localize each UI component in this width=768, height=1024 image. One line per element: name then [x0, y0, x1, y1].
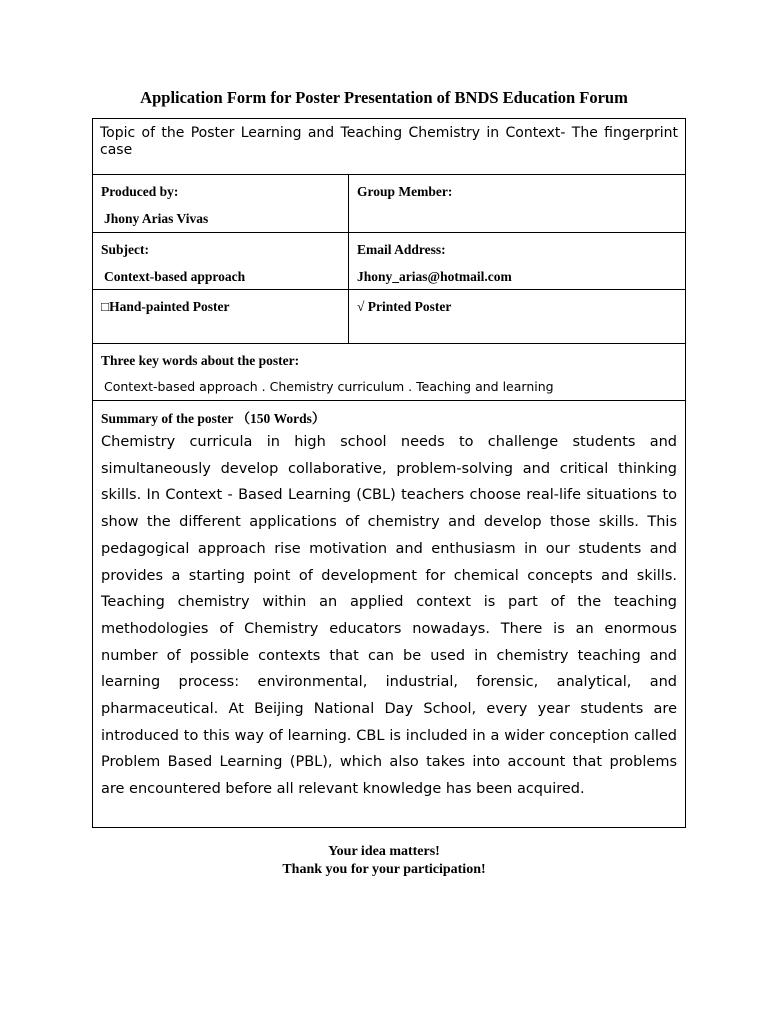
summary-cell	[93, 401, 685, 827]
producer-row	[93, 175, 685, 233]
hand-painted-cell	[93, 290, 349, 343]
printed-cell	[349, 290, 685, 343]
footer-line-1: Your idea matters!	[328, 844, 440, 859]
group-member-label: Group Member:	[357, 184, 453, 199]
group-member-cell	[349, 175, 685, 232]
produced-by-label: Produced by:	[101, 184, 179, 199]
keywords-label: Three key words about the poster:	[101, 353, 300, 368]
poster-type-row	[93, 290, 685, 344]
summary-row	[93, 401, 685, 827]
subject-value: Context-based approach	[104, 269, 246, 284]
email-cell	[349, 233, 685, 289]
subject-row	[93, 233, 685, 290]
footer-line-2: Thank you for your participation!	[282, 862, 486, 877]
summary-label: Summary of the poster （150 Words）	[101, 411, 326, 426]
produced-by-cell	[93, 175, 349, 232]
produced-by-value: Jhony Arias Vivas	[104, 211, 209, 226]
email-label: Email Address:	[357, 242, 446, 257]
keywords-value: Context-based approach . Chemistry curriculum . Teaching and learning	[104, 379, 554, 394]
topic-row	[93, 119, 685, 175]
subject-label: Subject:	[101, 242, 149, 257]
email-value: Jhony_arias@hotmail.com	[357, 269, 512, 284]
keywords-cell	[93, 344, 685, 400]
poster-topic: Topic of the Poster Learning and Teaching Chemistry in Context- The fingerprint case	[100, 125, 678, 158]
printed-option: √ Printed Poster	[357, 299, 452, 314]
hand-painted-option: □Hand-painted Poster	[101, 299, 230, 314]
subject-cell	[93, 233, 349, 289]
form-title: Application Form for Poster Presentation of BNDS Education Forum	[140, 88, 628, 107]
summary-text: Chemistry curricula in high school needs to challenge students and simultaneously develop collaborative, problem-solving and critical thinking skills. In Context - Based Learning (CBL) teachers choose real-life situations to show the different applications of chemistry and develop those skills. This pedagogical approach rise motivation and enthusiasm in our students and provides a starting point of development for chemical concepts and skills. Teaching chemistry within an applied context is part of the teaching methodologies of Chemistry educators nowadays. There is an enormous number of possible contexts that can be used in chemistry teaching and learning process: environmental, industrial, forensic, analytical, and pharmaceutical. At Beijing National Day School, every year students are introduced to this way of learning. CBL is included in a wider conception called Problem Based Learning (PBL), which also takes into account that problems are encountered before all relevant knowledge has been acquired.	[101, 434, 677, 798]
application-form	[92, 118, 686, 828]
keywords-row	[93, 344, 685, 401]
